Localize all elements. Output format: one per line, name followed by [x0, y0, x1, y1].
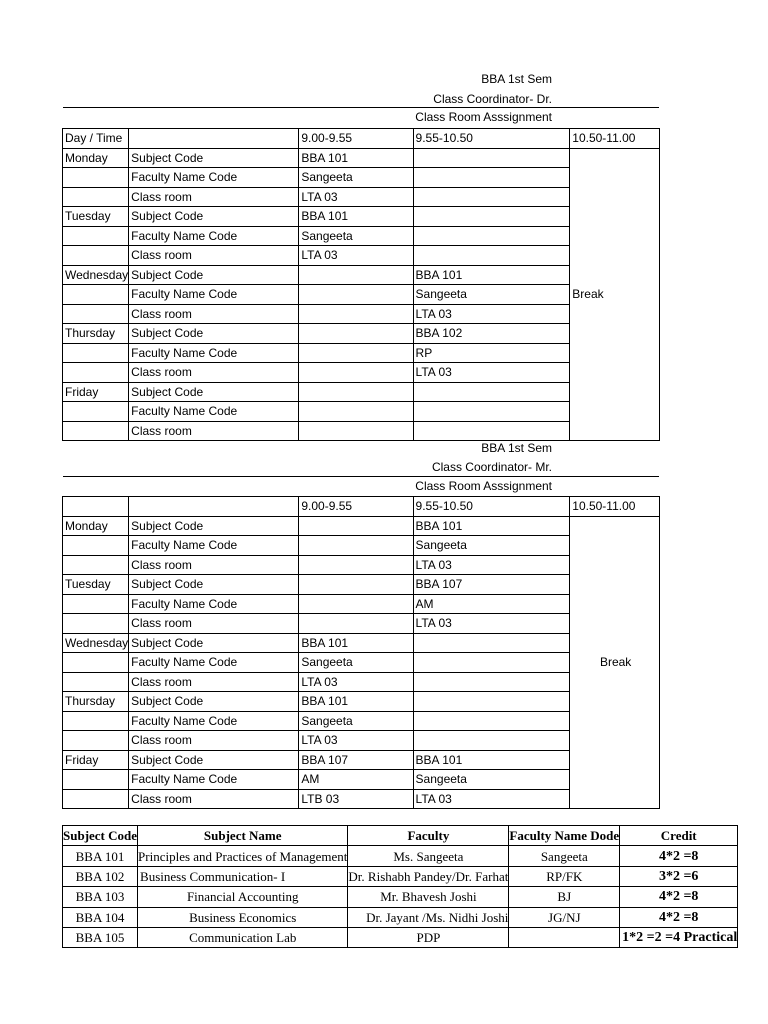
- row-label: Class room: [129, 789, 299, 809]
- slot-2-cell: Sangeeta: [413, 770, 570, 790]
- subject-code: BBA 105: [63, 927, 138, 947]
- day-cell: Thursday: [63, 692, 129, 712]
- subject-code: BBA 101: [63, 846, 138, 866]
- subject-code: BBA 102: [63, 866, 138, 886]
- slot-2-cell: Sangeeta: [413, 536, 570, 556]
- timetable-1: [62, 128, 660, 441]
- day-cell: [63, 285, 129, 305]
- slot-1-cell: Sangeeta: [299, 711, 413, 731]
- day-cell: [63, 536, 129, 556]
- slot-1-cell: [299, 536, 413, 556]
- row-label: Subject Code: [129, 633, 299, 653]
- section2-divider: [63, 476, 659, 477]
- row-label: Subject Code: [129, 750, 299, 770]
- slot-2-cell: LTA 03: [413, 363, 570, 383]
- slot-1-cell: Sangeeta: [299, 653, 413, 673]
- subject-faculty: PDP: [348, 927, 509, 947]
- slot-1-cell: [299, 285, 413, 305]
- subject-row: [63, 907, 738, 927]
- day-cell: [63, 187, 129, 207]
- break-cell: Break: [570, 516, 660, 809]
- header-slot-1: 9.00-9.55: [299, 497, 413, 517]
- subject-name: Principles and Practices of Management: [138, 846, 348, 866]
- day-cell: [63, 653, 129, 673]
- row-label: Subject Code: [129, 692, 299, 712]
- row-label: Faculty Name Code: [129, 711, 299, 731]
- day-cell: Wednesday: [63, 633, 129, 653]
- subject-faculty-code: BJ: [509, 887, 620, 907]
- day-cell: [63, 594, 129, 614]
- row-label: Faculty Name Code: [129, 168, 299, 188]
- slot-1-cell: [299, 265, 413, 285]
- row-label: Faculty Name Code: [129, 536, 299, 556]
- day-cell: [63, 770, 129, 790]
- timetable-2-body: [63, 497, 660, 809]
- slot-1-cell: [299, 343, 413, 363]
- slot-1-cell: LTA 03: [299, 731, 413, 751]
- section2-title: BBA 1st Sem: [481, 441, 552, 455]
- slot-2-cell: [413, 653, 570, 673]
- day-cell: [63, 421, 129, 441]
- subject-faculty-code: Sangeeta: [509, 846, 620, 866]
- header-slot-1: 9.00-9.55: [299, 129, 413, 149]
- subject-name: Communication Lab: [138, 927, 348, 947]
- slot-1-cell: LTB 03: [299, 789, 413, 809]
- slot-2-cell: LTA 03: [413, 789, 570, 809]
- day-cell: [63, 711, 129, 731]
- slot-2-cell: LTA 03: [413, 614, 570, 634]
- slot-2-cell: [413, 246, 570, 266]
- slot-2-cell: [413, 207, 570, 227]
- subject-credit: 3*2 =6: [620, 866, 738, 886]
- row-label: Class room: [129, 555, 299, 575]
- day-cell: Wednesday: [63, 265, 129, 285]
- slot-2-cell: [413, 402, 570, 422]
- slot-2-cell: [413, 226, 570, 246]
- slot-1-cell: [299, 516, 413, 536]
- row-label: Faculty Name Code: [129, 285, 299, 305]
- slot-1-cell: BBA 101: [299, 207, 413, 227]
- timetable-2: [62, 496, 660, 809]
- slot-1-cell: [299, 363, 413, 383]
- subject-code: BBA 103: [63, 887, 138, 907]
- slot-2-cell: BBA 102: [413, 324, 570, 344]
- subject-faculty: Mr. Bhavesh Joshi: [348, 887, 509, 907]
- header-slot-2: 9.55-10.50: [413, 497, 570, 517]
- subjects-header-faculty: Faculty: [348, 826, 509, 846]
- timetable-row: [63, 516, 660, 536]
- slot-1-cell: [299, 304, 413, 324]
- timetable-row: [63, 148, 660, 168]
- day-cell: Friday: [63, 750, 129, 770]
- subject-faculty: Dr. Rishabh Pandey/Dr. Farhat: [348, 866, 509, 886]
- slot-2-cell: LTA 03: [413, 304, 570, 324]
- day-cell: [63, 226, 129, 246]
- slot-1-cell: LTA 03: [299, 187, 413, 207]
- slot-1-cell: [299, 594, 413, 614]
- break-cell: Break: [570, 148, 660, 441]
- slot-1-cell: AM: [299, 770, 413, 790]
- section1-title: BBA 1st Sem: [481, 72, 552, 86]
- header-day-time: [63, 497, 129, 517]
- slot-2-cell: [413, 672, 570, 692]
- row-label: Class room: [129, 614, 299, 634]
- day-cell: Monday: [63, 148, 129, 168]
- timetable-1-body: [63, 129, 660, 441]
- slot-2-cell: AM: [413, 594, 570, 614]
- timetable-header-row: [63, 129, 660, 149]
- row-label: Subject Code: [129, 207, 299, 227]
- row-label: Faculty Name Code: [129, 653, 299, 673]
- header-day-time: Day / Time: [63, 129, 129, 149]
- day-cell: [63, 246, 129, 266]
- slot-1-cell: [299, 382, 413, 402]
- slot-2-cell: [413, 187, 570, 207]
- slot-2-cell: [413, 168, 570, 188]
- row-label: Subject Code: [129, 516, 299, 536]
- slot-2-cell: LTA 03: [413, 555, 570, 575]
- day-cell: [63, 402, 129, 422]
- subject-faculty-code: [509, 927, 620, 947]
- slot-1-cell: [299, 421, 413, 441]
- subject-faculty: Dr. Jayant /Ms. Nidhi Joshi: [348, 907, 509, 927]
- slot-1-cell: Sangeeta: [299, 226, 413, 246]
- slot-1-cell: [299, 575, 413, 595]
- day-cell: [63, 731, 129, 751]
- slot-1-cell: LTA 03: [299, 672, 413, 692]
- row-label: Class room: [129, 246, 299, 266]
- slot-1-cell: BBA 107: [299, 750, 413, 770]
- subjects-header-faculty-code: Faculty Name Dode: [509, 826, 620, 846]
- slot-1-cell: LTA 03: [299, 246, 413, 266]
- row-label: Faculty Name Code: [129, 402, 299, 422]
- subject-row: [63, 866, 738, 886]
- subject-code: BBA 104: [63, 907, 138, 927]
- day-cell: [63, 672, 129, 692]
- row-label: Faculty Name Code: [129, 226, 299, 246]
- slot-1-cell: BBA 101: [299, 633, 413, 653]
- row-label: Class room: [129, 363, 299, 383]
- subjects-header-code: Subject Code: [63, 826, 138, 846]
- section1-coordinator: Class Coordinator- Dr.: [433, 92, 552, 106]
- day-cell: Monday: [63, 516, 129, 536]
- timetable-header-row: [63, 497, 660, 517]
- slot-1-cell: [299, 402, 413, 422]
- day-cell: [63, 168, 129, 188]
- subject-name: Financial Accounting: [138, 887, 348, 907]
- slot-2-cell: BBA 101: [413, 265, 570, 285]
- slot-2-cell: [413, 692, 570, 712]
- subject-credit: 4*2 =8: [620, 846, 738, 866]
- subject-credit: 4*2 =8: [620, 887, 738, 907]
- slot-2-cell: RP: [413, 343, 570, 363]
- row-label: Subject Code: [129, 324, 299, 344]
- day-cell: Tuesday: [63, 207, 129, 227]
- slot-1-cell: [299, 555, 413, 575]
- header-slot-3: 10.50-11.00: [570, 129, 660, 149]
- subject-name: Business Economics: [138, 907, 348, 927]
- day-cell: Tuesday: [63, 575, 129, 595]
- subjects-header-name: Subject Name: [138, 826, 348, 846]
- subject-faculty: Ms. Sangeeta: [348, 846, 509, 866]
- day-cell: Thursday: [63, 324, 129, 344]
- header-slot-3: 10.50-11.00: [570, 497, 660, 517]
- subjects-table: [62, 825, 738, 948]
- row-label: Subject Code: [129, 382, 299, 402]
- row-label: Subject Code: [129, 148, 299, 168]
- subject-row: [63, 846, 738, 866]
- day-cell: [63, 363, 129, 383]
- subject-faculty-code: JG/NJ: [509, 907, 620, 927]
- day-cell: [63, 789, 129, 809]
- slot-2-cell: [413, 633, 570, 653]
- slot-2-cell: [413, 148, 570, 168]
- row-label: Faculty Name Code: [129, 594, 299, 614]
- slot-2-cell: Sangeeta: [413, 285, 570, 305]
- section2-coordinator: Class Coordinator- Mr.: [431, 460, 552, 474]
- row-label: Class room: [129, 731, 299, 751]
- row-label: Faculty Name Code: [129, 770, 299, 790]
- subjects-header-row: [63, 826, 738, 846]
- day-cell: [63, 343, 129, 363]
- slot-2-cell: [413, 711, 570, 731]
- day-cell: Friday: [63, 382, 129, 402]
- subjects-header-credit: Credit: [620, 826, 738, 846]
- slot-1-cell: Sangeeta: [299, 168, 413, 188]
- row-label: Class room: [129, 421, 299, 441]
- slot-2-cell: BBA 107: [413, 575, 570, 595]
- slot-1-cell: BBA 101: [299, 148, 413, 168]
- row-label: Class room: [129, 304, 299, 324]
- section1-divider: [63, 107, 659, 108]
- day-cell: [63, 555, 129, 575]
- header-slot-2: 9.55-10.50: [413, 129, 570, 149]
- section2-room-assignment: Class Room Asssignment: [415, 479, 552, 493]
- row-label: Class room: [129, 187, 299, 207]
- subject-row: [63, 887, 738, 907]
- slot-1-cell: BBA 101: [299, 692, 413, 712]
- day-cell: [63, 614, 129, 634]
- slot-2-cell: [413, 382, 570, 402]
- slot-1-cell: [299, 324, 413, 344]
- subject-row: [63, 927, 738, 947]
- slot-1-cell: [299, 614, 413, 634]
- subject-faculty-code: RP/FK: [509, 866, 620, 886]
- header-blank: [129, 497, 299, 517]
- subject-name: Business Communication- I: [138, 866, 348, 886]
- subject-credit: 4*2 =8: [620, 907, 738, 927]
- slot-2-cell: BBA 101: [413, 516, 570, 536]
- subject-credit: 1*2 =2 =4 Practical: [620, 927, 738, 947]
- row-label: Subject Code: [129, 575, 299, 595]
- slot-2-cell: [413, 421, 570, 441]
- slot-2-cell: [413, 731, 570, 751]
- row-label: Faculty Name Code: [129, 343, 299, 363]
- section1-room-assignment: Class Room Asssignment: [415, 110, 552, 124]
- slot-2-cell: BBA 101: [413, 750, 570, 770]
- row-label: Class room: [129, 672, 299, 692]
- header-blank: [129, 129, 299, 149]
- row-label: Subject Code: [129, 265, 299, 285]
- day-cell: [63, 304, 129, 324]
